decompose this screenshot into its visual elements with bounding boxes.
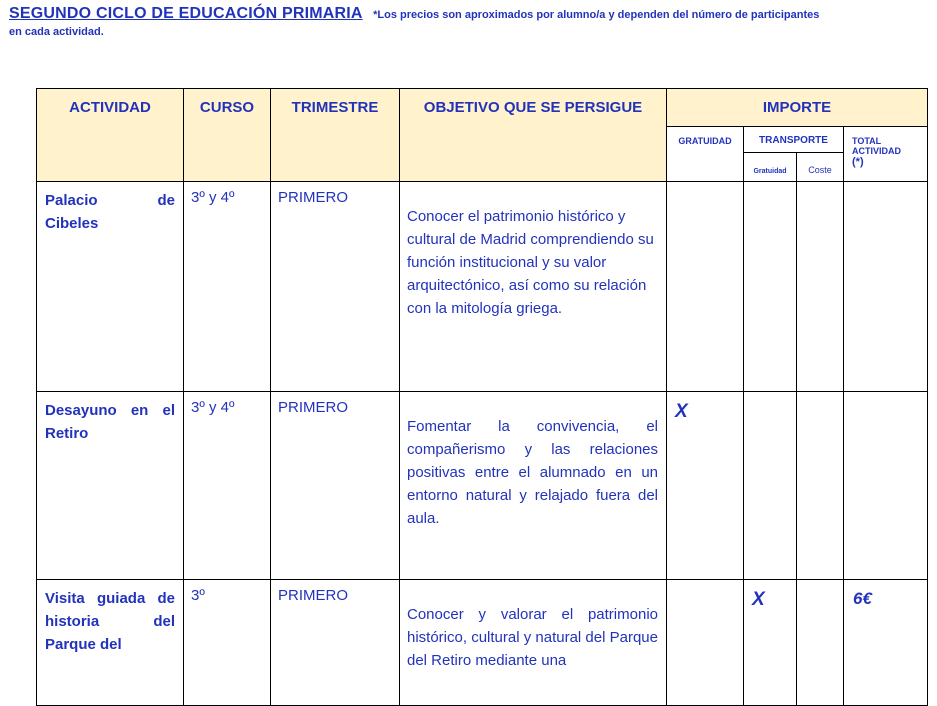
activity-transport-cost: [797, 182, 844, 392]
header-curso: CURSO: [184, 89, 271, 182]
header-actividad: ACTIVIDAD: [37, 89, 184, 182]
header-total-actividad: [844, 127, 928, 182]
header-transporte-coste: [797, 153, 844, 182]
activity-objective: Conocer y valorar el patrimonio histórico, cultural y natural del Parque del Retiro mediante una: [400, 580, 667, 706]
activity-term: PRIMERO: [271, 182, 400, 392]
header-total-line3: (*): [852, 156, 864, 168]
activity-objective: Fomentar la convivencia, el compañerismo y las relaciones positivas entre el alumnado en un entorno natural y relajado fuera del aula.: [400, 392, 667, 580]
activity-name: Palacio de Cibeles: [37, 182, 184, 392]
section-title: SEGUNDO CICLO DE EDUCACIÓN PRIMARIA: [9, 5, 363, 22]
activities-table: [36, 88, 928, 706]
activity-transport-free: [744, 182, 797, 392]
activity-transport-free: X: [744, 580, 797, 706]
activity-course: 3º: [184, 580, 271, 706]
transporte-coste-label: Coste: [808, 165, 832, 175]
activity-total: [844, 182, 928, 392]
activity-transport-free: [744, 392, 797, 580]
header-total-line1: TOTAL: [852, 136, 882, 146]
table-row: [37, 580, 928, 706]
activity-transport-cost: [797, 580, 844, 706]
activity-total: 6€: [844, 580, 928, 706]
price-note-continued: en cada actividad.: [9, 26, 104, 38]
header-trimestre: TRIMESTRE: [271, 89, 400, 182]
activity-free: [667, 580, 744, 706]
activity-total: [844, 392, 928, 580]
page-heading: [9, 6, 931, 40]
activity-name: Desayuno en el Retiro: [37, 392, 184, 580]
activity-free: X: [667, 392, 744, 580]
activity-course: 3º y 4º: [184, 392, 271, 580]
header-objetivo: OBJETIVO QUE SE PERSIGUE: [400, 89, 667, 182]
header-transporte: TRANSPORTE: [744, 127, 844, 153]
activity-objective: Conocer el patrimonio histórico y cultural de Madrid comprendiendo su función institucional y su valor arquitectónico, así como su relación con la mitología griega.: [400, 182, 667, 392]
activity-name: Visita guiada de historia del Parque del: [37, 580, 184, 706]
header-transporte-gratuidad: [744, 153, 797, 182]
header-total-line2: ACTIVIDAD: [852, 146, 901, 156]
transporte-gratuidad-label: Gratuidad: [753, 168, 787, 175]
activity-transport-cost: [797, 392, 844, 580]
activity-free: [667, 182, 744, 392]
price-note: *Los precios son aproximados por alumno/a y dependen del número de participantes: [373, 9, 820, 21]
activity-term: PRIMERO: [271, 580, 400, 706]
table-row: [37, 182, 928, 392]
header-importe: IMPORTE: [667, 89, 928, 127]
header-gratuidad: GRATUIDAD: [667, 127, 744, 182]
table-row: [37, 392, 928, 580]
activity-term: PRIMERO: [271, 392, 400, 580]
activity-course: 3º y 4º: [184, 182, 271, 392]
